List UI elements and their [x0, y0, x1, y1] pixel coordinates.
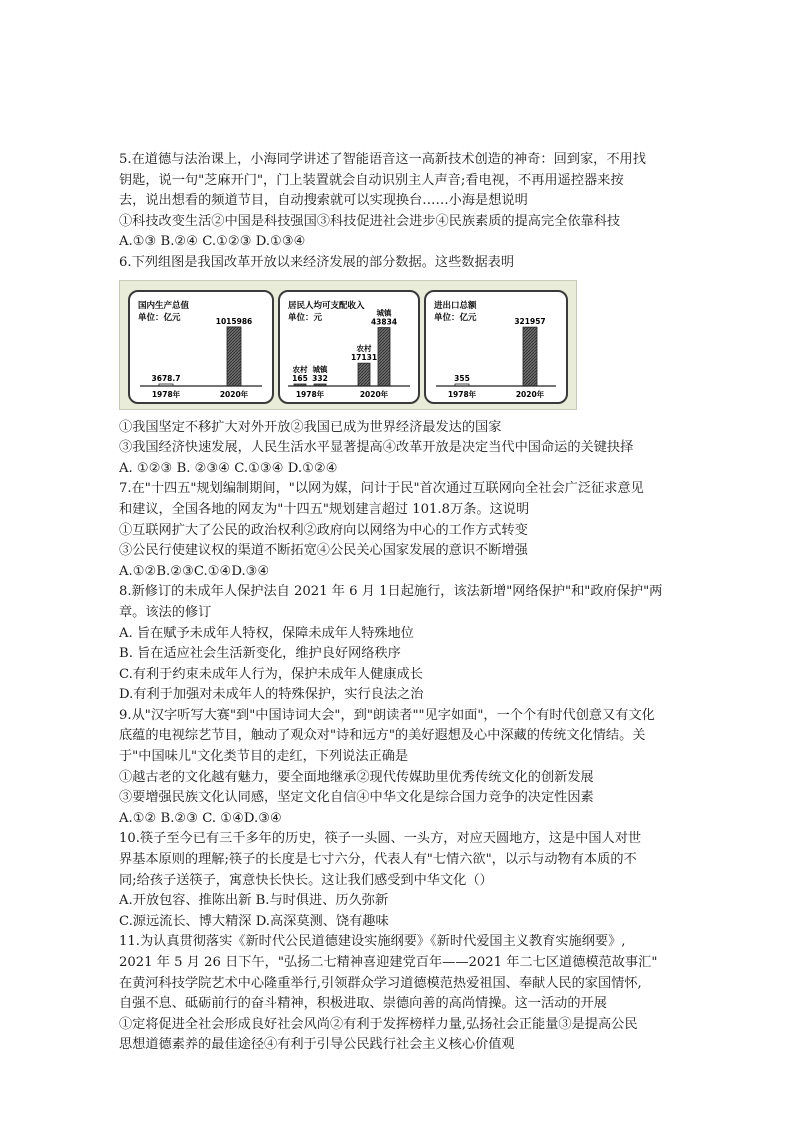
option-b: B. 旨在适应社会生活新变化，维护良好网络秩序 [119, 646, 401, 662]
text-line: ③公民行使建议权的渠道不断拓宽④公民关心国家发展的意识不断增强 [119, 543, 528, 559]
text-line: 自强不息、砥砺前行的奋斗精神，积极进取、崇德向善的高尚情操。这一活动的开展 [119, 996, 607, 1012]
economic-data-figure [119, 280, 577, 410]
chart-title: 居民人均可支配收入 [288, 300, 365, 311]
bar-农村-2020年 [358, 363, 370, 386]
chart-unit: 单位：元 [288, 312, 323, 323]
tick-label: 1978年 [447, 389, 477, 399]
data-label: 165 [292, 373, 308, 383]
chart-title: 国内生产总值 [138, 300, 190, 311]
text-line: 7.在"十四五"规划编制期间，"以网为媒，问计于民"首次通过互联网向全社会广泛征求意见 [119, 481, 644, 497]
tick-label: 2020年 [359, 389, 389, 399]
text-line: 章。该法的修订 [119, 604, 212, 620]
bar-城镇-2020年 [378, 327, 390, 385]
text-line: ①科技改变生活②中国是科技强国③科技促进社会进步④民族素质的提高完全依靠科技 [119, 213, 621, 229]
series-label: 城镇 [312, 364, 328, 374]
data-label: 355 [454, 373, 470, 383]
text-line: 钥匙，说一句"芝麻开门"，门上装置就会自动识别主人声音;看电视，不再用遥控器来按 [119, 172, 624, 188]
text-line: ①越古老的文化越有魅力，要全面地继承②现代传媒助里优秀传统文化的创新发展 [119, 769, 594, 785]
text-line: ①我国坚定不移扩大对外开放②我国已成为世界经济最发达的国家 [119, 419, 502, 435]
text-line: 10.筷子至今已有三千多年的历史，筷子一头圆、一头方，对应天圆地方，这是中国人对世 [119, 831, 642, 847]
question-8 [119, 582, 679, 706]
tick-label: 1978年 [151, 389, 181, 399]
question-9 [119, 706, 679, 830]
text-line: 8.新修订的未成年人保护法自 2021 年 6 月 1日起施行，该法新增"网络保护"和"政府保护"两 [119, 584, 663, 600]
text-line: 界基本原则的理解;筷子的长度是七寸六分，代表人有"七情六欲"，以示与动物有本质的不 [119, 852, 637, 868]
text-line: 11.为认真贯彻落实《新时代公民道德建设实施纲要》《新时代爱国主义教育实施纲要》, [119, 934, 626, 950]
text-line: 于"中国味儿"文化类节目的走红，下列说法正确是 [119, 749, 409, 765]
text-line: 5.在道德与法治课上，小海同学讲述了智能语音这一高新技术创造的神奇：回到家，不用找 [119, 152, 646, 167]
question-5 [119, 150, 679, 253]
income-chart [278, 290, 420, 404]
gdp-chart [128, 290, 274, 404]
text-line: ③要增强民族文化认同感，坚定文化自信④中华文化是综合国力竞争的决定性因素 [119, 790, 594, 806]
option-c-d: C.源远流长、博大精深 D.高深莫测、饶有趣味 [119, 913, 389, 929]
text-line: 底蕴的电视综艺节目，触动了观众对"诗和远方"的美好遐想及心中深藏的传统文化情结。关 [119, 728, 646, 744]
data-label: 3678.7 [151, 373, 181, 383]
series-label: 城镇 [376, 308, 392, 318]
bar-2020年 [523, 327, 537, 386]
exam-page [119, 150, 679, 1056]
chart-unit: 单位：亿元 [138, 312, 181, 323]
text-line: 和建议，全国各地的网友为"十四五"规划建言超过 101.8万条。这说明 [119, 501, 530, 517]
text-line: 在黄河科技学院艺术中心隆重举行,引领群众学习道德模范热爱祖国、奉献人民的家国情怀, [119, 975, 642, 991]
question-10 [119, 829, 679, 932]
trade-chart-svg [426, 292, 566, 402]
answer-options: A. ①②③ B. ②③④ C.①③④ D.①②④ [119, 460, 338, 476]
text-line: ①定将促进全社会形成良好社会风尚②有利于发挥榜样力量,弘扬社会正能量③是提高公民 [119, 1016, 638, 1032]
text-line: 去，说出想看的频道节目，自动搜索就可以实现换台……小海是想说明 [119, 193, 528, 209]
bar-2020年 [227, 326, 241, 385]
question-6 [119, 253, 679, 479]
chart-title: 进出口总额 [434, 300, 477, 311]
text-line: ③我国经济快速发展，人民生活水平显著提高④改革开放是决定当代中国命运的关键抉择 [119, 440, 634, 456]
tick-label: 1978年 [295, 389, 325, 399]
income-chart-svg [280, 292, 418, 402]
tick-label: 2020年 [515, 389, 545, 399]
question-11 [119, 932, 679, 1056]
series-label: 农村 [356, 343, 372, 353]
data-label: 43834 [370, 317, 398, 327]
question-7 [119, 479, 679, 582]
gdp-chart-svg [130, 292, 272, 402]
text-line: 9.从"汉字听写大赛"到"中国诗词大会"，到"朗读者""见字如面"，一个个有时代创意又有文化 [119, 707, 655, 723]
option-d: D.有利于加强对未成年人的特殊保护，实行良法之治 [119, 687, 424, 703]
option-a-b: A.开放包容、推陈出新 B.与时俱进、历久弥新 [119, 893, 389, 909]
answer-options: A.①②B.②③C.①④D.③④ [119, 563, 270, 579]
text-line: 同;给孩子送筷子，寓意快长快长。这让我们感受到中华文化（） [119, 872, 493, 888]
tick-label: 2020年 [219, 389, 249, 399]
chart-unit: 单位：亿元 [434, 312, 477, 323]
data-label: 321957 [514, 316, 546, 326]
trade-chart [424, 290, 568, 404]
data-label: 17131 [350, 352, 378, 362]
question-stem: 6.下列组图是我国改革开放以来经济发展的部分数据。这些数据表明 [119, 254, 515, 270]
text-line: 2021 年 5 月 26 日下午，"弘扬二七精神喜迎建党百年——2021 年二七区道德模范故事汇" [119, 955, 658, 970]
option-c: C.有利于约束未成年人行为，保护未成年人健康成长 [119, 666, 423, 682]
answer-options: A.①② B.②③ C. ①④D.③④ [119, 810, 282, 826]
data-label: 332 [312, 373, 328, 383]
series-label: 农村 [292, 364, 308, 374]
option-a: A. 旨在赋予未成年人特权，保障未成年人特殊地位 [119, 625, 414, 641]
text-line: 思想道德素养的最佳途径④有利于引导公民践行社会主义核心价值观 [119, 1037, 515, 1053]
answer-options: A.①③ B.②④ C.①②③ D.①③④ [119, 234, 306, 250]
data-label: 1015986 [215, 316, 253, 326]
text-line: ①互联网扩大了公民的政治权利②政府向以网络为中心的工作方式转变 [119, 522, 528, 538]
